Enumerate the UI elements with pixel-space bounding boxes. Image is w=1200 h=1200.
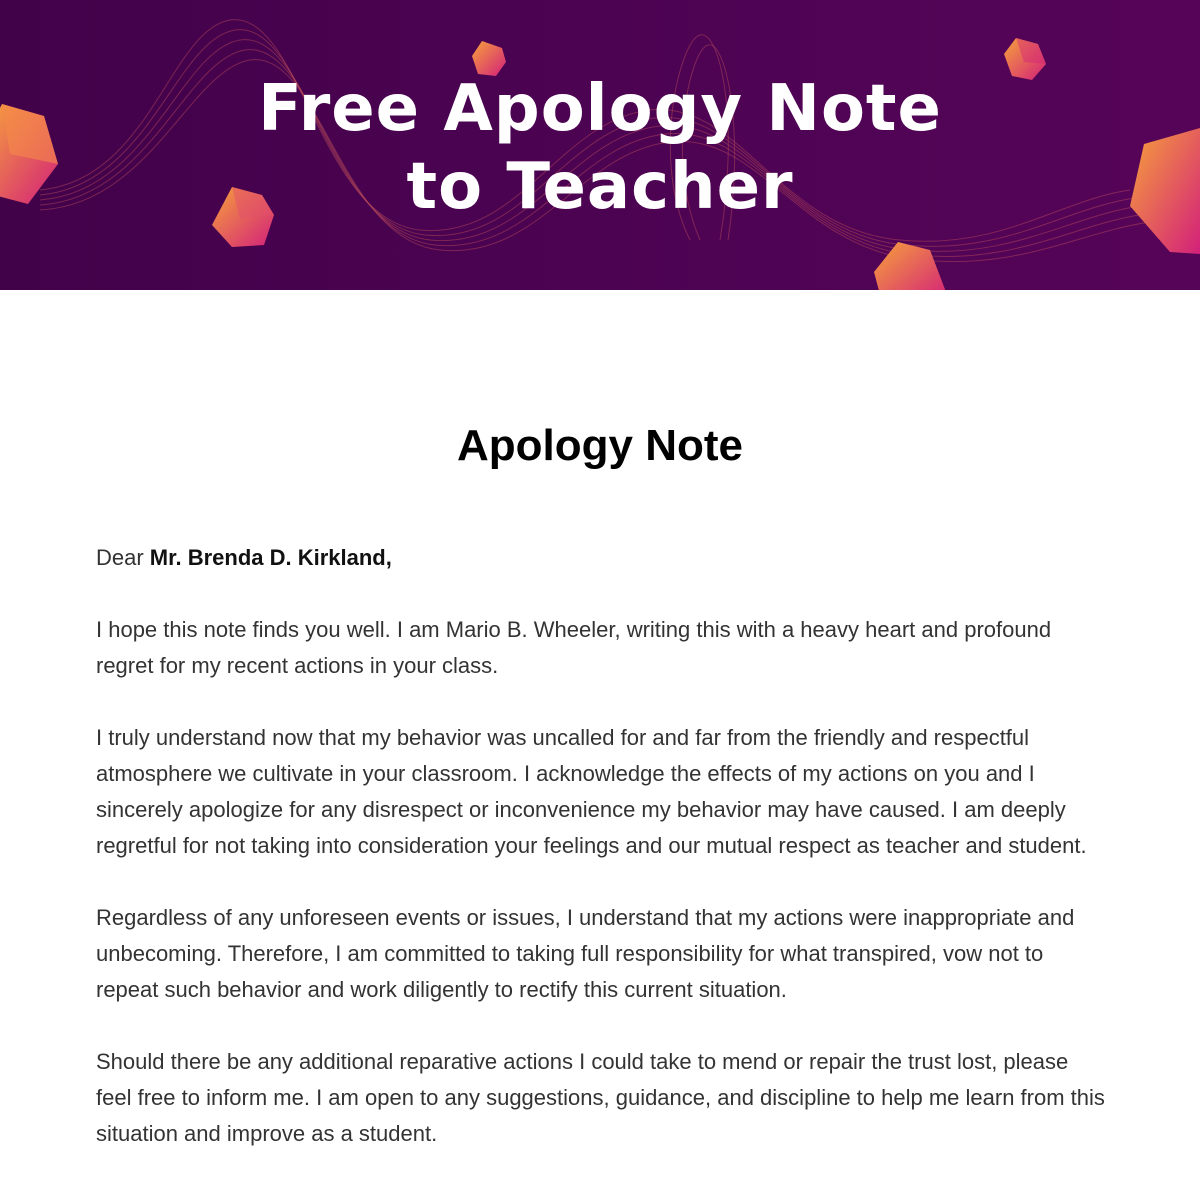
salutation-prefix: Dear — [96, 545, 150, 570]
banner-title — [0, 70, 1200, 226]
cube-decoration-icon — [874, 242, 950, 290]
header-banner — [0, 0, 1200, 290]
recipient-name: Mr. Brenda D. Kirkland, — [149, 545, 392, 570]
paragraph-4: Should there be any additional reparative actions I could take to mend or repair the trust lost, please feel free to inform me. I am open to any suggestions, guidance, and discipline to help me learn from this situation and improve as a student. — [96, 1049, 1105, 1146]
salutation — [96, 540, 1106, 576]
banner-title-line1: Free Apology Note — [258, 72, 942, 146]
document-body — [96, 290, 1106, 1152]
document-title: Apology Note — [457, 421, 743, 470]
paragraph-1: I hope this note finds you well. I am Mario B. Wheeler, writing this with a heavy heart and profound regret for my recent actions in your class. — [96, 617, 1052, 678]
paragraph-3: Regardless of any unforeseen events or issues, I understand that my actions were inappropriate and unbecoming. Therefore, I am committed to taking full responsibility for what transpired, vow not to repeat such behavior and work diligently to rectify this current situation. — [96, 905, 1075, 1002]
banner-title-line2: to Teacher — [406, 150, 794, 224]
paragraph-2: I truly understand now that my behavior was uncalled for and far from the friendly and respectful atmosphere we cultivate in your classroom. I acknowledge the effects of my actions on you and I sincerely apologize for any disrespect or inconvenience my behavior may have caused. I am deeply regretful for not taking into consideration your feelings and our mutual respect as teacher and student. — [96, 725, 1087, 858]
